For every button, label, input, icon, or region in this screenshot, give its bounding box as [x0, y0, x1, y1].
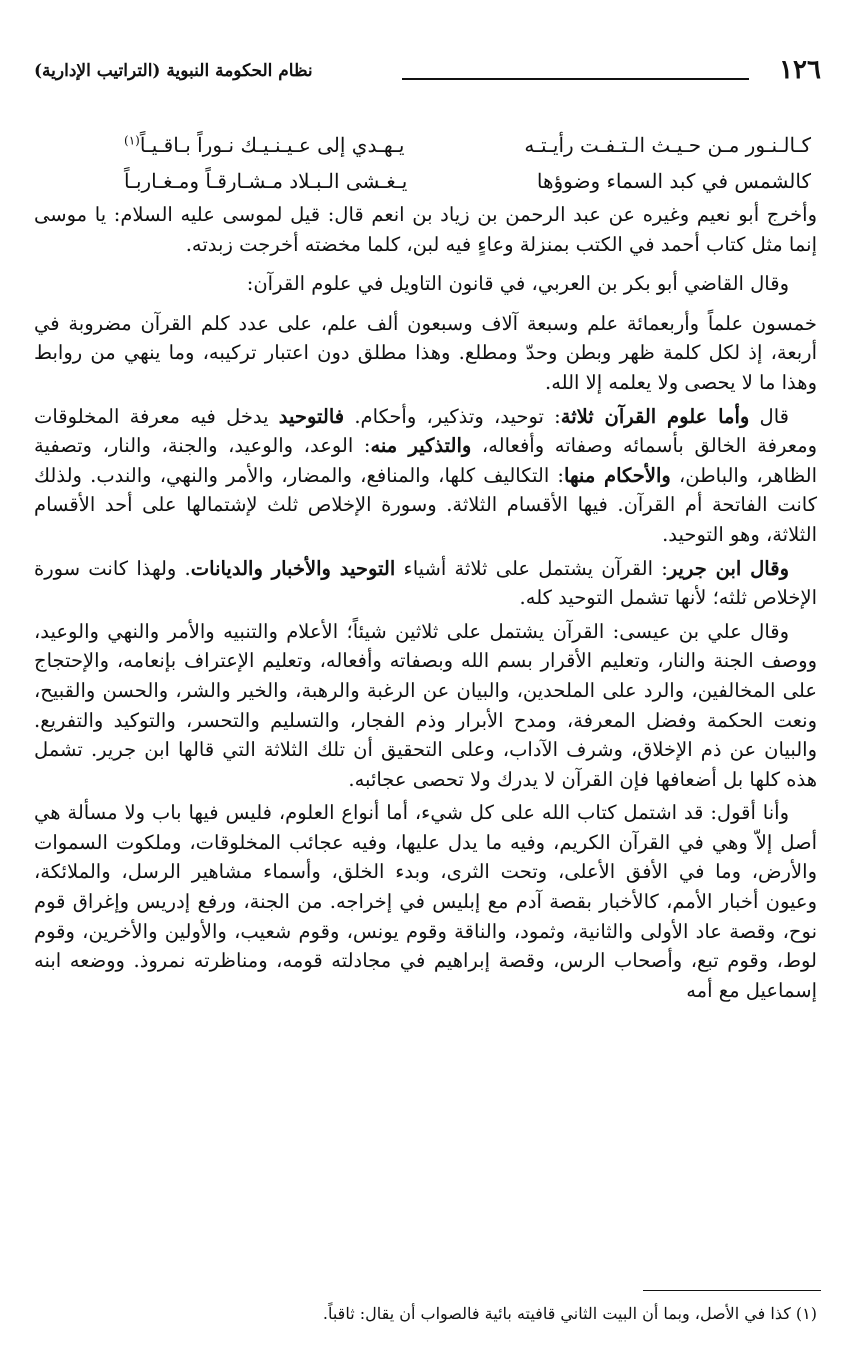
poem-verse — [34, 164, 817, 200]
paragraph: وقال علي بن عيسى: القرآن يشتمل على ثلاثين شيئاً؛ الأعلام والتنبيه والأمر والنهي والوعيد، ووصف الجنة والنار، وتعليم الأقرار بسم الله وبصفاته وأفعاله، وتعليم الإعتراف بإنعامه، والإحتجاج على المخالفين، والرد على الملحدين، والبيان عن الرغبة والرهبة، والخير والشر، والحسن والقبيح، ونعت الحكمة وفضل المعرفة، ومدح الأبرار وذم الفجار، والتسليم والتحسر، والتوكيد والتفريع. والبيان عن ذم الإخلاق، وشرف الآداب، وعلى التحقيق أن تلك الثلاثة التي قالها ابن جرير. تشمل هذه كلها بل أضعافها فإن القرآن لا يدرك ولا تحصى عجائبه. — [34, 619, 817, 791]
text-run: . ولهذا كانت سورة الإخلاص ثلثه؛ لأنها تشمل التوحيد كله. — [34, 556, 817, 610]
bold-text-run: والأحكام منها — [564, 463, 671, 487]
paragraph: وقال القاضي أبو بكر بن العربي، في قانون التاويل في علوم القرآن: — [246, 272, 789, 296]
text-run: قال — [749, 404, 789, 428]
running-title: نظام الحكومة النبوية (التراتيب الإدارية) — [34, 61, 313, 81]
page-body — [34, 128, 817, 1009]
page-header — [34, 55, 821, 86]
text-run: : الوعد، والوعيد، والجنة، والنار، وتصفية الظاهر، والباطن، — [34, 434, 818, 487]
text-run: يدخل فيه معرفة المخلوقات ومعرفة الخالق بأسمائه وصفاته وأفعاله، — [34, 404, 817, 458]
paragraph — [34, 554, 817, 613]
bold-text-run: والتذكير منه — [370, 434, 472, 458]
paragraph: خمسون علماً وأربعمائة علم وسبعة آلاف وسبعون ألف علم، على عدد كلم القرآن مضروبة في أربعة، إذ لكل كلمة ظهر وبطن وحدّ ومطلع. وهذا مطلق دون اعتبار تركيبه، وما ينهي من روابط وهذا ما لا يحصى ولا يعلمه إلا الله. — [34, 311, 817, 394]
verse-second-hemistich: يـغـشى الـبـلاد مـشـارقـاً ومـغـاربـاً — [124, 169, 408, 193]
text-run: : توحيد، وتذكير، وأحكام. — [344, 404, 561, 428]
bold-text-run: التوحيد والأخبار والديانات — [190, 556, 396, 580]
verse-first-hemistich: كـالـنـور مـن حـيـث الـتـفـت رأيـتـه — [524, 133, 811, 157]
header-rule — [402, 78, 749, 80]
text-run: : التكاليف كلها، والمنافع، والمضار، والأمر والنهي، والندب. ولذلك كانت الفاتحة أم القرآن. فيها الأقسام الثلاثة. وسورة الإخلاص ثلث لإشتمالها على أحد الأقسام الثلاثة، وهو التوحيد. — [34, 463, 817, 546]
page-number: ١٢٦ — [779, 55, 821, 85]
bold-text-run: وقال ابن جرير — [667, 556, 789, 580]
verse-second-text: يـهـدي إلى عـيـنـيـك نـوراً بـاقـيـاً — [139, 133, 405, 157]
footnote-rule — [643, 1290, 821, 1291]
verse-first-hemistich: كالشمس في كبد السماء وضوؤها — [536, 169, 811, 193]
footnote-marker: (١) — [124, 133, 140, 148]
paragraph: وأنا أقول: قد اشتمل كتاب الله على كل شيء، أما أنواع العلوم، فليس فيها باب ولا مسألة هي أصل إلاّ وهي في القرآن الكريم، وفيه ما يدل عليها، وفيه عجائب المخلوقات، وملكوت السموات والأرض، وما في الأفق الأعلى، وتحت الثرى، وبدء الخلق، وأسماء مشاهير الرسل، والملائكة، وعيون أخبار الأمم، كالأخبار بقصة آدم مع إبليس في إخراجه. من الجنة، ورفع إدريس وإغراق قوم نوح، وقصة عاد الأولى والثانية، وثمود، والناقة وقوم يونس، وقوم شعيب، والأولين والأخرين، وقوم لوط، وقوم تبع، وأصحاب الرس، وقصة إبراهيم في مجادلته قومه، ومناظرته نمروذ. ووضعه ابنه إسماعيل مع أمه — [34, 801, 817, 1002]
paragraph — [34, 402, 817, 550]
paragraph: وأخرج أبو نعيم وغيره عن عبد الرحمن بن زياد بن انعم قال: قيل لموسى عليه السلام: يا موسى إنما مثل كتاب أحمد في الكتب بمنزلة وعاءٍ فيه لبن، كلما مخضته أخرجت زبدته. — [34, 203, 817, 256]
footnote: (١) كذا في الأصل، وبما أن البيت الثاني قافيته بائية فالصواب أن يقال: ثاقباً. — [322, 1304, 817, 1323]
bold-text-run: فالتوحيد — [278, 404, 345, 428]
bold-text-run: وأما علوم القرآن ثلاثة — [560, 404, 750, 428]
poem-verse — [34, 128, 817, 164]
verse-second-hemistich — [124, 128, 404, 162]
text-run: : القرآن يشتمل على ثلاثة أشياء — [395, 556, 668, 580]
